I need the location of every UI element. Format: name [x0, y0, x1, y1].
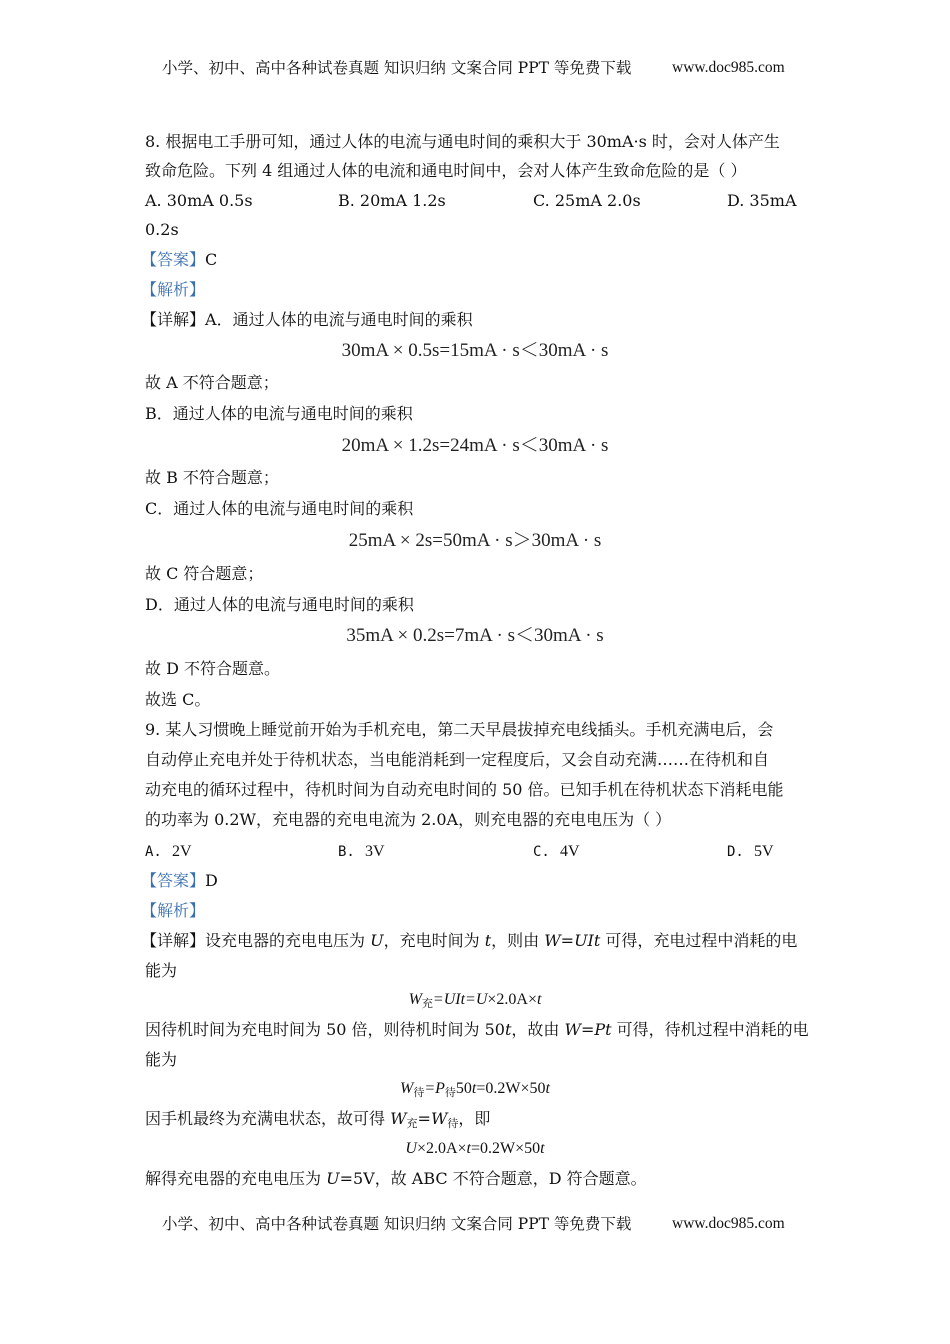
q9-equation-1	[0, 989, 950, 1015]
q8-analysis-tag	[141, 279, 205, 301]
q8-final-choice: 故选 C。	[145, 690, 211, 709]
text: 因手机最终为充满电状态，故可得	[145, 1109, 391, 1128]
q9-detail-line-5	[145, 1108, 490, 1135]
q9-option-c-letter: C.	[533, 844, 550, 860]
text: 设充电器的充电电压为	[205, 931, 371, 950]
text: ，充电时间为	[383, 931, 485, 950]
q9-option-c-value: 4V	[560, 843, 580, 860]
q8-conclusion-b: 故 B 不符合题意；	[145, 468, 279, 487]
q9-stem-line-3: 动充电的循环过程中，待机时间为自动充电时间的 50 倍。已知手机在待机状态下消耗电能	[145, 780, 784, 799]
q8-conclusion-a: 故 A 不符合题意；	[145, 373, 279, 392]
expr: =P	[424, 1080, 445, 1097]
text: 因待机时间为充电时间为 50 倍，则待机时间为 50	[145, 1020, 505, 1039]
header-promo-text: 小学、初中、高中各种试卷真题 知识归纳 文案合同 PPT 等免费下载	[162, 59, 632, 77]
q9-option-d	[727, 840, 774, 863]
q8-detail-c: C．通过人体的电流与通电时间的乘积	[145, 499, 414, 518]
q8-equation-a: 30mA × 0.5s=15mA · s＜30mA · s	[341, 340, 609, 361]
q9-stem-line-2: 自动停止充电并处于待机状态，当电能消耗到一定程度后，又会自动充满……在待机和自	[145, 750, 770, 769]
expr: =W	[417, 1109, 448, 1128]
q8-equation-b: 20mA × 1.2s=24mA · s＜30mA · s	[341, 435, 609, 456]
var-t: t	[471, 1080, 477, 1097]
text: ，故由	[511, 1020, 565, 1039]
q8-option-d: D. 35mA	[727, 191, 797, 210]
sub-charge: 充	[406, 1117, 418, 1130]
q9-option-b	[338, 840, 385, 863]
q9-option-b-value: 3V	[365, 843, 385, 860]
q9-option-c	[533, 840, 580, 863]
header-site-url[interactable]: www.doc985.com	[672, 59, 785, 76]
q8-option-c: C. 25mA 2.0s	[533, 191, 641, 210]
expr: 50	[455, 1080, 472, 1097]
q9-answer-value: D	[205, 871, 218, 890]
q8-answer-line	[141, 249, 217, 271]
sub-standby: 待	[444, 1087, 456, 1099]
q8-equation-d: 35mA × 0.2s=7mA · s＜30mA · s	[346, 625, 604, 646]
text: ，即	[458, 1109, 491, 1128]
q8-option-d-continued: 0.2s	[145, 220, 179, 239]
q8-detail-a-text: A．通过人体的电流与通电时间的乘积	[205, 310, 473, 329]
q8-detail-d: D．通过人体的电流与通电时间的乘积	[145, 595, 414, 614]
q9-answer-line	[141, 870, 218, 892]
var-u: U	[326, 1169, 340, 1188]
analysis-tag: 【解析】	[141, 280, 206, 299]
var-t: t	[536, 991, 542, 1008]
q8-option-a: A. 30mA 0.5s	[145, 191, 253, 210]
q8-stem-line-1: 8. 根据电工手册可知，通过人体的电流与通电时间的乘积大于 30mA·s 时，会对人体产生	[145, 132, 780, 151]
q9-option-d-letter: D.	[727, 844, 744, 860]
text: ，则由	[491, 931, 545, 950]
q9-equation-3	[0, 1138, 950, 1160]
sub-standby: 待	[447, 1117, 459, 1130]
q9-option-a-letter: A.	[145, 844, 162, 860]
footer-site-url[interactable]: www.doc985.com	[672, 1215, 785, 1232]
var-w: W	[408, 991, 422, 1008]
text: 可得，充电过程中消耗的电	[600, 931, 798, 950]
q8-detail-b: B．通过人体的电流与通电时间的乘积	[145, 404, 413, 423]
var-u: U	[370, 931, 384, 950]
text: =5V，故 ABC 不符合题意，D 符合题意。	[339, 1169, 647, 1188]
answer-tag: 【答案】	[141, 871, 206, 890]
detail-tag: 【详解】	[141, 310, 206, 329]
q8-conclusion-d: 故 D 不符合题意。	[145, 659, 281, 678]
q9-detail-line-3	[145, 1019, 809, 1041]
detail-tag: 【详解】	[141, 931, 206, 950]
formula-w-uit: W=UIt	[544, 931, 601, 950]
expr: =UIt=U	[432, 991, 488, 1008]
var-t: t	[484, 931, 492, 950]
expr: ×2.0A×	[487, 991, 537, 1008]
var-w: W	[390, 1109, 407, 1128]
q9-detail-line-2: 能为	[145, 961, 178, 980]
q8-stem-line-2: 致命危险。下列 4 组通过人体的电流和通电时间中，会对人体产生致命危险的是（ ）	[145, 161, 747, 180]
q8-option-b: B. 20mA 1.2s	[338, 191, 446, 210]
var-t: t	[540, 1140, 545, 1157]
footer-promo-text: 小学、初中、高中各种试卷真题 知识归纳 文案合同 PPT 等免费下载	[162, 1215, 632, 1233]
q8-detail-a	[141, 309, 473, 331]
var-w: W	[400, 1080, 414, 1097]
q9-option-a	[145, 840, 192, 863]
q9-stem-line-4: 的功率为 0.2W，充电器的充电电流为 2.0A，则充电器的充电电压为（ ）	[145, 810, 672, 829]
var-t: t	[504, 1020, 512, 1039]
q9-option-d-value: 5V	[754, 843, 774, 860]
q9-equation-2	[0, 1078, 950, 1104]
var-u: U	[405, 1140, 417, 1157]
q9-option-a-value: 2V	[172, 843, 192, 860]
q9-analysis-tag	[141, 900, 205, 922]
sub-charge: 充	[421, 998, 433, 1010]
q8-conclusion-c: 故 C 符合题意；	[145, 564, 264, 583]
var-t: t	[545, 1080, 550, 1097]
analysis-tag: 【解析】	[141, 901, 206, 920]
expr: ×2.0A×	[416, 1140, 467, 1157]
expr: =0.2W×50	[471, 1140, 541, 1157]
var-t: t	[466, 1140, 471, 1157]
q9-option-b-letter: B.	[338, 844, 355, 860]
q8-answer-value: C	[205, 250, 218, 269]
q9-detail-line-6	[145, 1168, 647, 1190]
formula-w-pt: W=Pt	[564, 1020, 612, 1039]
sub-standby: 待	[413, 1087, 425, 1099]
expr: =0.2W×50	[476, 1080, 546, 1097]
q9-detail-line-4: 能为	[145, 1050, 178, 1069]
answer-tag: 【答案】	[141, 250, 206, 269]
q9-stem-line-1: 9. 某人习惯晚上睡觉前开始为手机充电，第二天早晨拔掉充电线插头。手机充满电后，会	[145, 720, 774, 739]
q8-equation-c: 25mA × 2s=50mA · s＞30mA · s	[348, 530, 602, 551]
q9-detail-line-1	[141, 930, 797, 952]
text: 可得，待机过程中消耗的电	[611, 1020, 809, 1039]
text: 解得充电器的充电电压为	[145, 1169, 327, 1188]
